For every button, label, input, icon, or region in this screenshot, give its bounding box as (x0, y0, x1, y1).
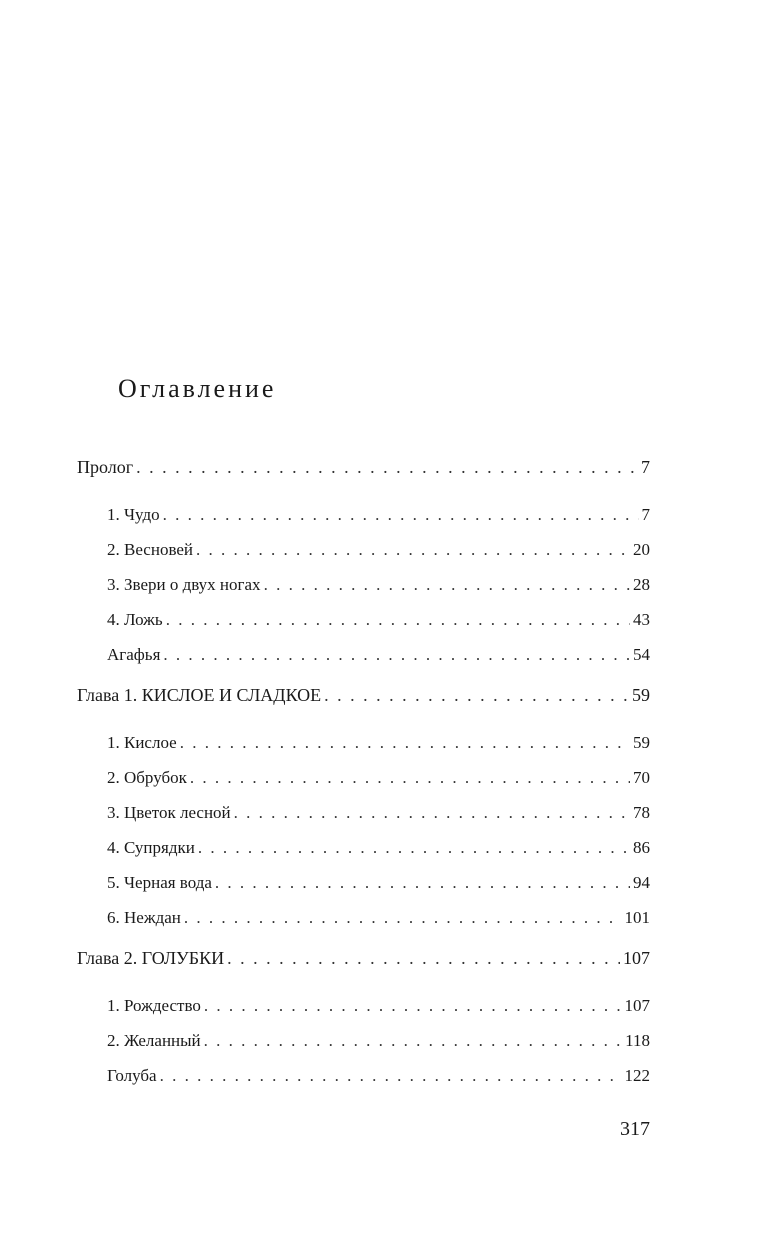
dot-leader (163, 505, 639, 525)
toc-subentry (77, 540, 650, 575)
dot-leader (264, 575, 630, 595)
toc-entry-page: 28 (633, 575, 650, 594)
toc-subentry (77, 610, 650, 645)
toc-entry-chapter-2 (77, 943, 650, 996)
dot-leader (204, 1031, 622, 1051)
toc-entry-page: 122 (624, 1066, 650, 1085)
toc-subentry (77, 505, 650, 540)
toc-entry-page: 118 (625, 1031, 650, 1050)
dot-leader (196, 540, 630, 560)
dot-leader (136, 457, 638, 477)
dot-leader (166, 610, 630, 630)
toc-entry-prologue (77, 452, 650, 505)
toc-subentry (77, 908, 650, 943)
toc-entry-page: 43 (633, 610, 650, 629)
toc-entry-page: 59 (633, 733, 650, 752)
dot-leader (160, 1066, 622, 1086)
dot-leader (324, 685, 629, 705)
toc-entry-page: 78 (633, 803, 650, 822)
toc-subentry (77, 1031, 650, 1066)
toc-entry-page: 86 (633, 838, 650, 857)
toc-subentry (77, 873, 650, 908)
toc-entry-label: 1. Кислое (107, 733, 177, 752)
toc-entry-label: 4. Ложь (107, 610, 163, 629)
dot-leader (163, 645, 630, 665)
toc-entry-page: 70 (633, 768, 650, 787)
toc-entry-page: 101 (624, 908, 650, 927)
toc-entry-label: 1. Рождество (107, 996, 201, 1015)
toc-entry-label: 1. Чудо (107, 505, 160, 524)
toc-subentry (77, 733, 650, 768)
toc-entry-label: 3. Звери о двух ногах (107, 575, 261, 594)
dot-leader (198, 838, 630, 858)
dot-leader (234, 803, 630, 823)
toc-entry-page: 107 (623, 948, 650, 968)
dot-leader (180, 733, 630, 753)
dot-leader (184, 908, 622, 928)
toc-entry-label: Глава 1. КИСЛОЕ И СЛАДКОЕ (77, 685, 322, 705)
toc-entry-label: 5. Черная вода (107, 873, 212, 892)
toc-entry-label: 4. Супрядки (107, 838, 195, 857)
toc-subentry (77, 645, 650, 680)
toc-entry-chapter-1 (77, 680, 650, 733)
toc-entry-page: 20 (633, 540, 650, 559)
toc-entry-page: 7 (641, 505, 650, 524)
toc-entry-label: 2. Обрубок (107, 768, 187, 787)
table-of-contents (77, 452, 650, 1101)
dot-leader (190, 768, 630, 788)
dot-leader (227, 948, 620, 968)
toc-entry-page: 94 (633, 873, 650, 892)
toc-subentry (77, 803, 650, 838)
toc-entry-label: 2. Желанный (107, 1031, 201, 1050)
dot-leader (204, 996, 622, 1016)
toc-entry-label: Глава 2. ГОЛУБКИ (77, 948, 225, 968)
toc-entry-label: Агафья (107, 645, 161, 664)
toc-entry-page: 107 (624, 996, 650, 1015)
toc-entry-page: 59 (632, 685, 650, 705)
toc-entry-label: 6. Неждан (107, 908, 181, 927)
toc-subentry (77, 575, 650, 610)
page-title: Оглавление (118, 374, 277, 403)
toc-subentry (77, 838, 650, 873)
toc-subentry (77, 768, 650, 803)
toc-subentry (77, 1066, 650, 1101)
toc-entry-label: Пролог (77, 457, 134, 477)
toc-entry-label: 2. Весновей (107, 540, 194, 559)
page-number: 317 (620, 1118, 650, 1140)
toc-subentry (77, 996, 650, 1031)
toc-entry-page: 7 (641, 457, 650, 477)
toc-entry-label: 3. Цветок лесной (107, 803, 231, 822)
toc-entry-page: 54 (633, 645, 650, 664)
dot-leader (215, 873, 630, 893)
toc-entry-label: Голуба (107, 1066, 157, 1085)
